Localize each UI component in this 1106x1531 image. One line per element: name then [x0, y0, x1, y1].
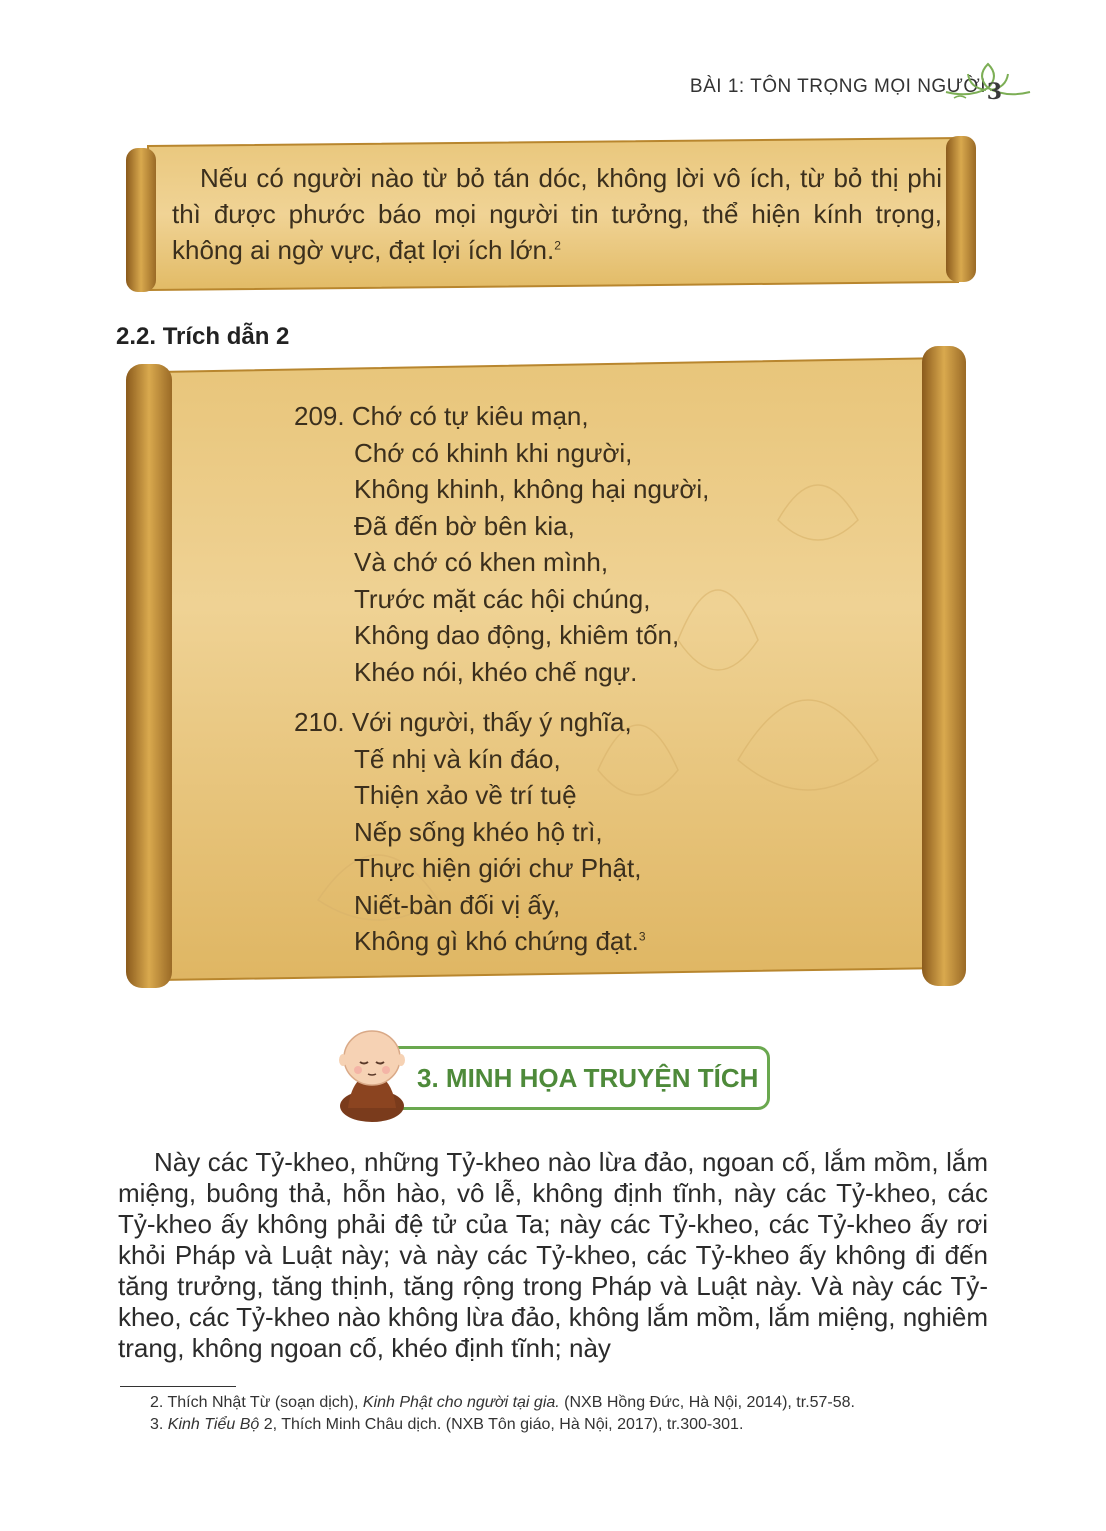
- verse-line: Khéo nói, khéo chế ngự.: [354, 656, 638, 687]
- footnote-title: Kinh Phật cho người tại gia.: [362, 1394, 560, 1411]
- quote-1-body: Nếu có người nào từ bỏ tán dóc, không lời vô ích, từ bỏ thị phi thì được phước báo mọi người tin tưởng, thể hiện kính trọng, không ai ngờ vực, đạt lợi ích lớn.: [172, 163, 942, 265]
- verse-209: [294, 398, 709, 690]
- verse-line: [294, 923, 646, 960]
- story-paragraph: Này các Tỷ-kheo, những Tỷ-kheo nào lừa đảo, ngoan cố, lắm mồm, lắm miệng, buông thả, hỗn hào, vô lễ, không định tĩnh, này các Tỷ-kheo, các Tỷ-kheo ấy không phải đệ tử của Ta; này các Tỷ-kheo, các Tỷ-kheo ấy rơi khỏi Pháp và Luật này; và này các Tỷ-kheo, các Tỷ-kheo ấy không đi đến tăng trưởng, tăng thịnh, tăng rộng trong Pháp và Luật này. Và này các Tỷ-kheo, các Tỷ-kheo nào không lừa đảo, không lắm mồm, lắm miệng, nghiêm trang, không ngoan cố, khéo định tĩnh; này: [118, 1147, 988, 1363]
- footnote-3: [150, 1414, 855, 1436]
- verse-line: [294, 704, 646, 741]
- footnotes: [150, 1392, 855, 1436]
- quote-1-text: [172, 160, 942, 268]
- verse-line: Thiện xảo về trí tuệ: [354, 780, 577, 810]
- verse-line: Và chớ có khen mình,: [354, 547, 609, 577]
- section-banner-3: [384, 1046, 770, 1110]
- quote-scroll-1: [120, 132, 980, 294]
- verse-210: [294, 704, 646, 960]
- footnote-text: (NXB Hồng Đức, Hà Nội, 2014), tr.57-58.: [559, 1394, 855, 1411]
- section-heading-3: 3. MINH HỌA TRUYỆN TÍCH: [417, 1063, 759, 1093]
- verse-line-text: Với người, thấy ý nghĩa,: [351, 707, 632, 737]
- verse-line: Trước mặt các hội chúng,: [354, 583, 651, 614]
- footnote-ref-3[interactable]: 3: [638, 929, 646, 944]
- running-header-title: BÀI 1: TÔN TRỌNG MỌI NGƯỜI: [689, 76, 986, 97]
- verse-line: Nếp sống khéo hộ trì,: [354, 816, 603, 847]
- quote-scroll-2: [118, 340, 978, 990]
- footnote-divider: [120, 1386, 236, 1387]
- verse-line: [294, 398, 709, 435]
- footnote-text: 2. Thích Nhật Từ (soạn dịch),: [150, 1394, 363, 1411]
- footnote-title: Kinh Tiểu Bộ: [167, 1416, 260, 1433]
- verse-line: Thực hiện giới chư Phật,: [354, 853, 642, 883]
- verse-line: Tế nhị và kín đáo,: [354, 743, 561, 774]
- verse-number: 210.: [294, 707, 345, 737]
- monk-mascot-icon: [322, 1018, 422, 1122]
- verse-line: Niết-bàn đối vị ấy,: [354, 889, 561, 920]
- verse-line: Chớ có khinh khi người,: [354, 437, 633, 468]
- verse-line: Không dao động, khiêm tốn,: [354, 620, 680, 650]
- footnote-text: 2, Thích Minh Châu dịch. (NXB Tôn giáo, Hà Nội, 2017), tr.300-301.: [259, 1416, 744, 1433]
- verse-line: Đã đến bờ bên kia,: [354, 510, 575, 541]
- verse-line-text: Chớ có tự kiêu mạn,: [351, 401, 589, 431]
- footnote-text: 3.: [150, 1416, 168, 1433]
- page-number: 3: [986, 79, 1002, 105]
- footnote-ref-2[interactable]: 2: [554, 238, 561, 253]
- footnote-2: [150, 1392, 855, 1414]
- verse-line-text: Không gì khó chứng đạt.: [354, 926, 639, 956]
- verse-line: Không khinh, không hại người,: [354, 474, 710, 504]
- section-heading-2-2: 2.2. Trích dẫn 2: [116, 323, 290, 350]
- verse-number: 209.: [294, 401, 345, 431]
